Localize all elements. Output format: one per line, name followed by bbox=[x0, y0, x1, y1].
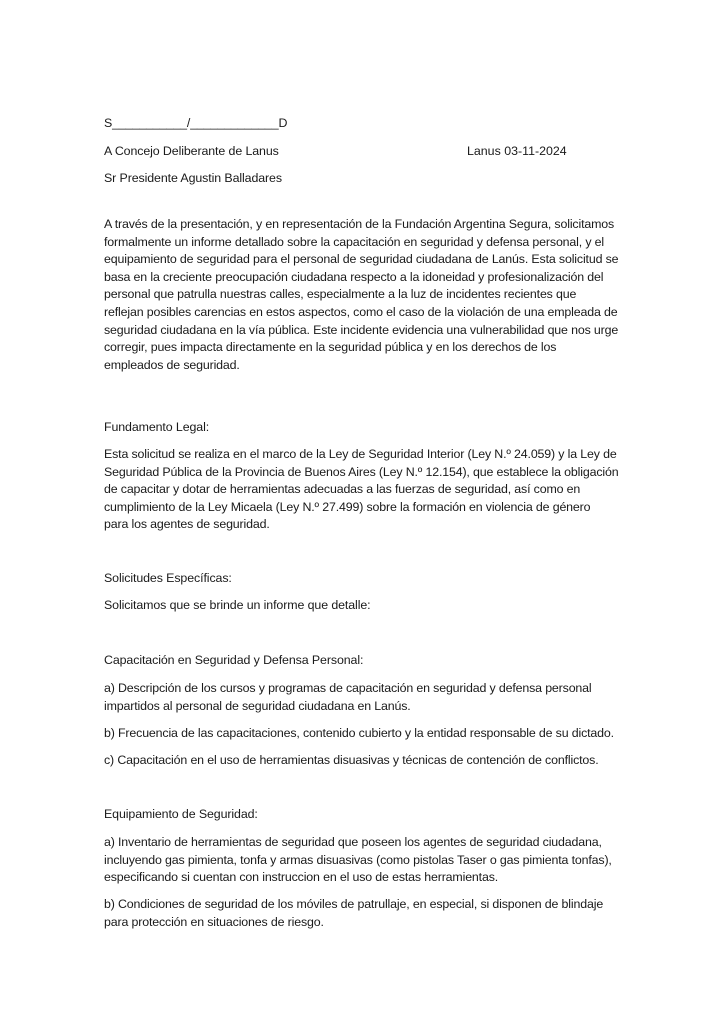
training-item-line: c) Capacitación en el uso de herramientas disuasivas y técnicas de contención de conflictos. bbox=[104, 753, 599, 767]
intro-line: corregir, pues impacta directamente en la seguridad pública y en los derechos de los bbox=[104, 340, 557, 355]
requests-heading: Solicitudes Específicas: bbox=[104, 571, 232, 585]
equipment-item-line: a) Inventario de herramientas de seguridad que poseen los agentes de seguridad ciudadana, bbox=[104, 835, 602, 849]
equipment-item-line: para protección en situaciones de riesgo. bbox=[104, 914, 324, 929]
requests-intro: Solicitamos que se brinde un informe que detalle: bbox=[104, 598, 371, 612]
equipment-heading: Equipamiento de Seguridad: bbox=[104, 807, 258, 821]
equipment-item-line: especificando si cuentan con instruccion en el uso de estas herramientas. bbox=[104, 870, 499, 885]
legal-line: para los agentes de seguridad. bbox=[104, 517, 270, 532]
equipment-item-a bbox=[104, 834, 624, 887]
equipment-item-b bbox=[104, 896, 624, 931]
equipment-item-line: b) Condiciones de seguridad de los móviles de patrullaje, en especial, si disponen de blindaje bbox=[104, 897, 604, 911]
training-item-line: b) Frecuencia de las capacitaciones, contenido cubierto y la entidad responsable de su dictado. bbox=[104, 726, 614, 740]
training-item-line: a) Descripción de los cursos y programas de capacitación en seguridad y defensa personal bbox=[104, 681, 592, 695]
training-item-b bbox=[104, 725, 624, 743]
intro-line: A través de la presentación, y en representación de la Fundación Argentina Segura, solicitamos bbox=[104, 217, 615, 231]
intro-line: reflejan posibles carencias en estos aspectos, como el caso de la violación de una empleada de bbox=[104, 304, 618, 319]
recipient: A Concejo Deliberante de Lanus bbox=[104, 144, 279, 158]
intro-line: empleados de seguridad. bbox=[104, 357, 240, 372]
intro-paragraph bbox=[104, 216, 624, 374]
legal-line: de capacitar y dotar de herramientas adecuadas a las fuerzas de seguridad, así como en bbox=[104, 482, 581, 497]
legal-paragraph bbox=[104, 446, 624, 534]
training-item-line: impartidos al personal de seguridad ciudadana en Lanús. bbox=[104, 698, 411, 713]
legal-line: cumplimiento de la Ley Micaela (Ley N.º 27.499) sobre la formación en violencia de género bbox=[104, 499, 591, 514]
training-heading: Capacitación en Seguridad y Defensa Personal: bbox=[104, 653, 364, 667]
legal-heading: Fundamento Legal: bbox=[104, 420, 210, 434]
legal-line: Seguridad Pública de la Provincia de Buenos Aires (Ley N.º 12.154), que establece la obligación bbox=[104, 464, 619, 479]
intro-line: equipamiento de seguridad para el personal de seguridad ciudadana de Lanús. Esta solicitud se bbox=[104, 252, 619, 267]
intro-line: basa en la creciente preocupación ciudadana respecto a la idoneidad y profesionalización del bbox=[104, 269, 604, 284]
addressee: Sr Presidente Agustin Balladares bbox=[104, 171, 282, 185]
equipment-item-line: incluyendo gas pimienta, tonfa y armas disuasivas (como pistolas Taser o gas pimienta tonfas), bbox=[104, 852, 612, 867]
training-item-a bbox=[104, 680, 624, 715]
place-date: Lanus 03-11-2024 bbox=[467, 144, 567, 158]
intro-line: seguridad ciudadana en la vía pública. Este incidente evidencia una vulnerabilidad que nos urge bbox=[104, 322, 619, 337]
intro-line: personal que patrulla nuestras calles, especialmente a la luz de incidentes recientes que bbox=[104, 287, 577, 302]
reference-line: S___________/_____________D bbox=[104, 116, 288, 130]
training-item-c bbox=[104, 752, 624, 770]
intro-line: formalmente un informe detallado sobre la capacitación en seguridad y defensa personal, y el bbox=[104, 234, 605, 249]
legal-line: Esta solicitud se realiza en el marco de la Ley de Seguridad Interior (Ley N.º 24.059) y la Ley de bbox=[104, 447, 617, 461]
